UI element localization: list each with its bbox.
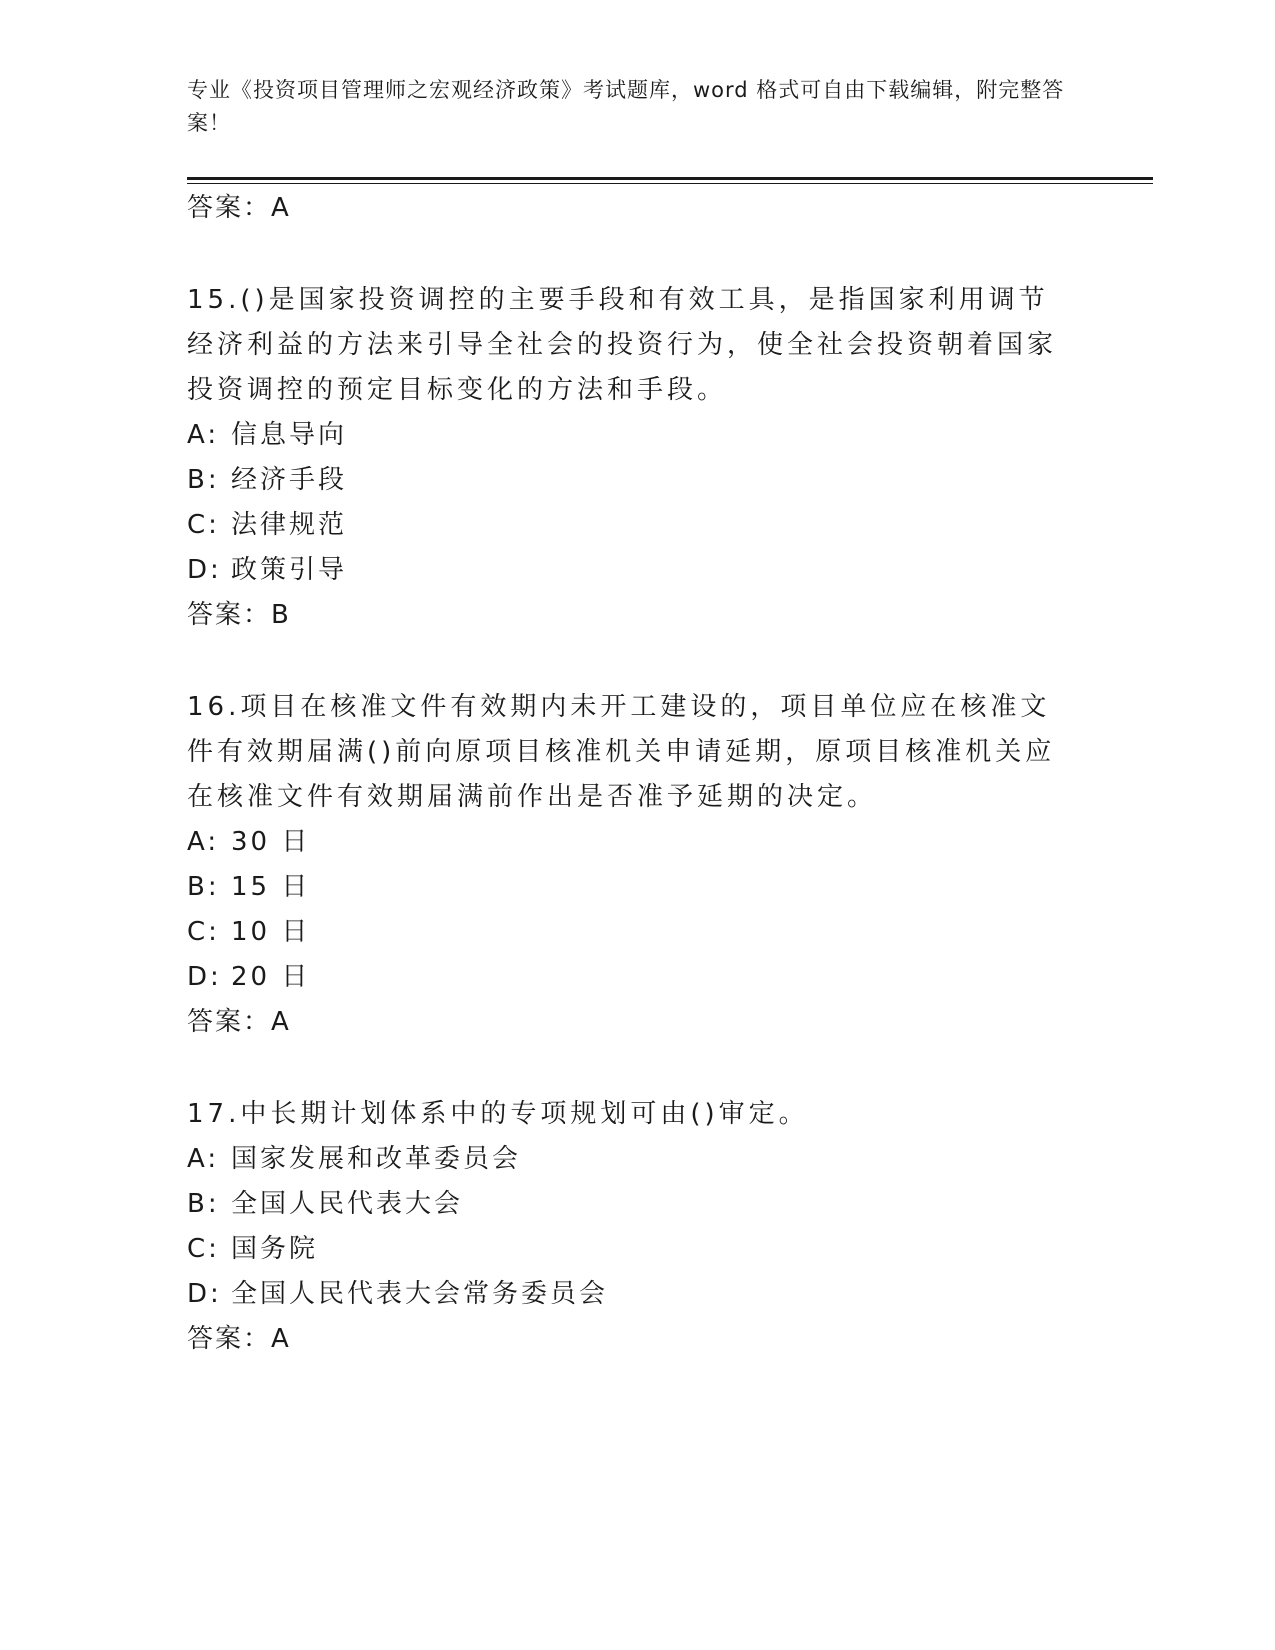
option-key: D: [187,555,222,585]
option-key: B: [187,465,220,495]
option-text: 政策引导 [231,555,348,585]
question-stem: 15.()是国家投资调控的主要手段和有效工具，是指国家利用调节经济利益的方法来引导全社会的投资行为，使全社会投资朝着国家投资调控的预定目标变化的方法和手段。 [187,285,1058,405]
option-key: A: [187,1144,220,1174]
option-a [187,413,1087,458]
option-b [187,1182,1087,1227]
option-key: D: [187,1279,222,1309]
option-d [187,1272,1087,1317]
option-text: 信息导向 [231,420,348,450]
option-key: A: [187,827,220,857]
option-b [187,458,1087,503]
header-rule-thick [187,177,1153,180]
option-key: C: [187,1234,220,1264]
option-text: 10 日 [231,917,311,947]
option-d [187,955,1087,1000]
option-text: 20 日 [231,962,311,992]
option-c [187,1227,1087,1272]
answer-line: 答案：B [187,600,291,630]
option-text: 经济手段 [231,465,348,495]
question-stem: 17.中长期计划体系中的专项规划可由()审定。 [187,1099,809,1129]
option-a [187,1137,1087,1182]
option-key: D: [187,962,222,992]
option-text: 国务院 [231,1234,319,1264]
option-text: 全国人民代表大会 [231,1189,464,1219]
option-text: 国家发展和改革委员会 [231,1144,522,1174]
question-list [187,186,1087,1362]
option-text: 30 日 [231,827,311,857]
option-key: C: [187,917,220,947]
option-key: C: [187,510,220,540]
option-text: 全国人民代表大会常务委员会 [231,1279,609,1309]
option-b [187,865,1087,910]
option-key: B: [187,872,220,902]
question-stem: 16.项目在核准文件有效期内未开工建设的，项目单位应在核准文件有效期届满()前向原项目核准机关申请延期，原项目核准机关应在核准文件有效期届满前作出是否准予延期的决定。 [187,692,1056,812]
option-key: B: [187,1189,220,1219]
previous-answer: 答案：A [187,193,291,223]
answer-line: 答案：A [187,1324,291,1354]
option-text: 法律规范 [231,510,348,540]
option-d [187,548,1087,593]
option-c [187,910,1087,955]
header-rule-thin [187,183,1153,184]
answer-line: 答案：A [187,1007,291,1037]
option-key: A: [187,420,220,450]
option-text: 15 日 [231,872,311,902]
document-header: 专业《投资项目管理师之宏观经济政策》考试题库，word 格式可自由下载编辑，附完整答案！ [187,78,1065,135]
option-a [187,820,1087,865]
option-c [187,503,1087,548]
